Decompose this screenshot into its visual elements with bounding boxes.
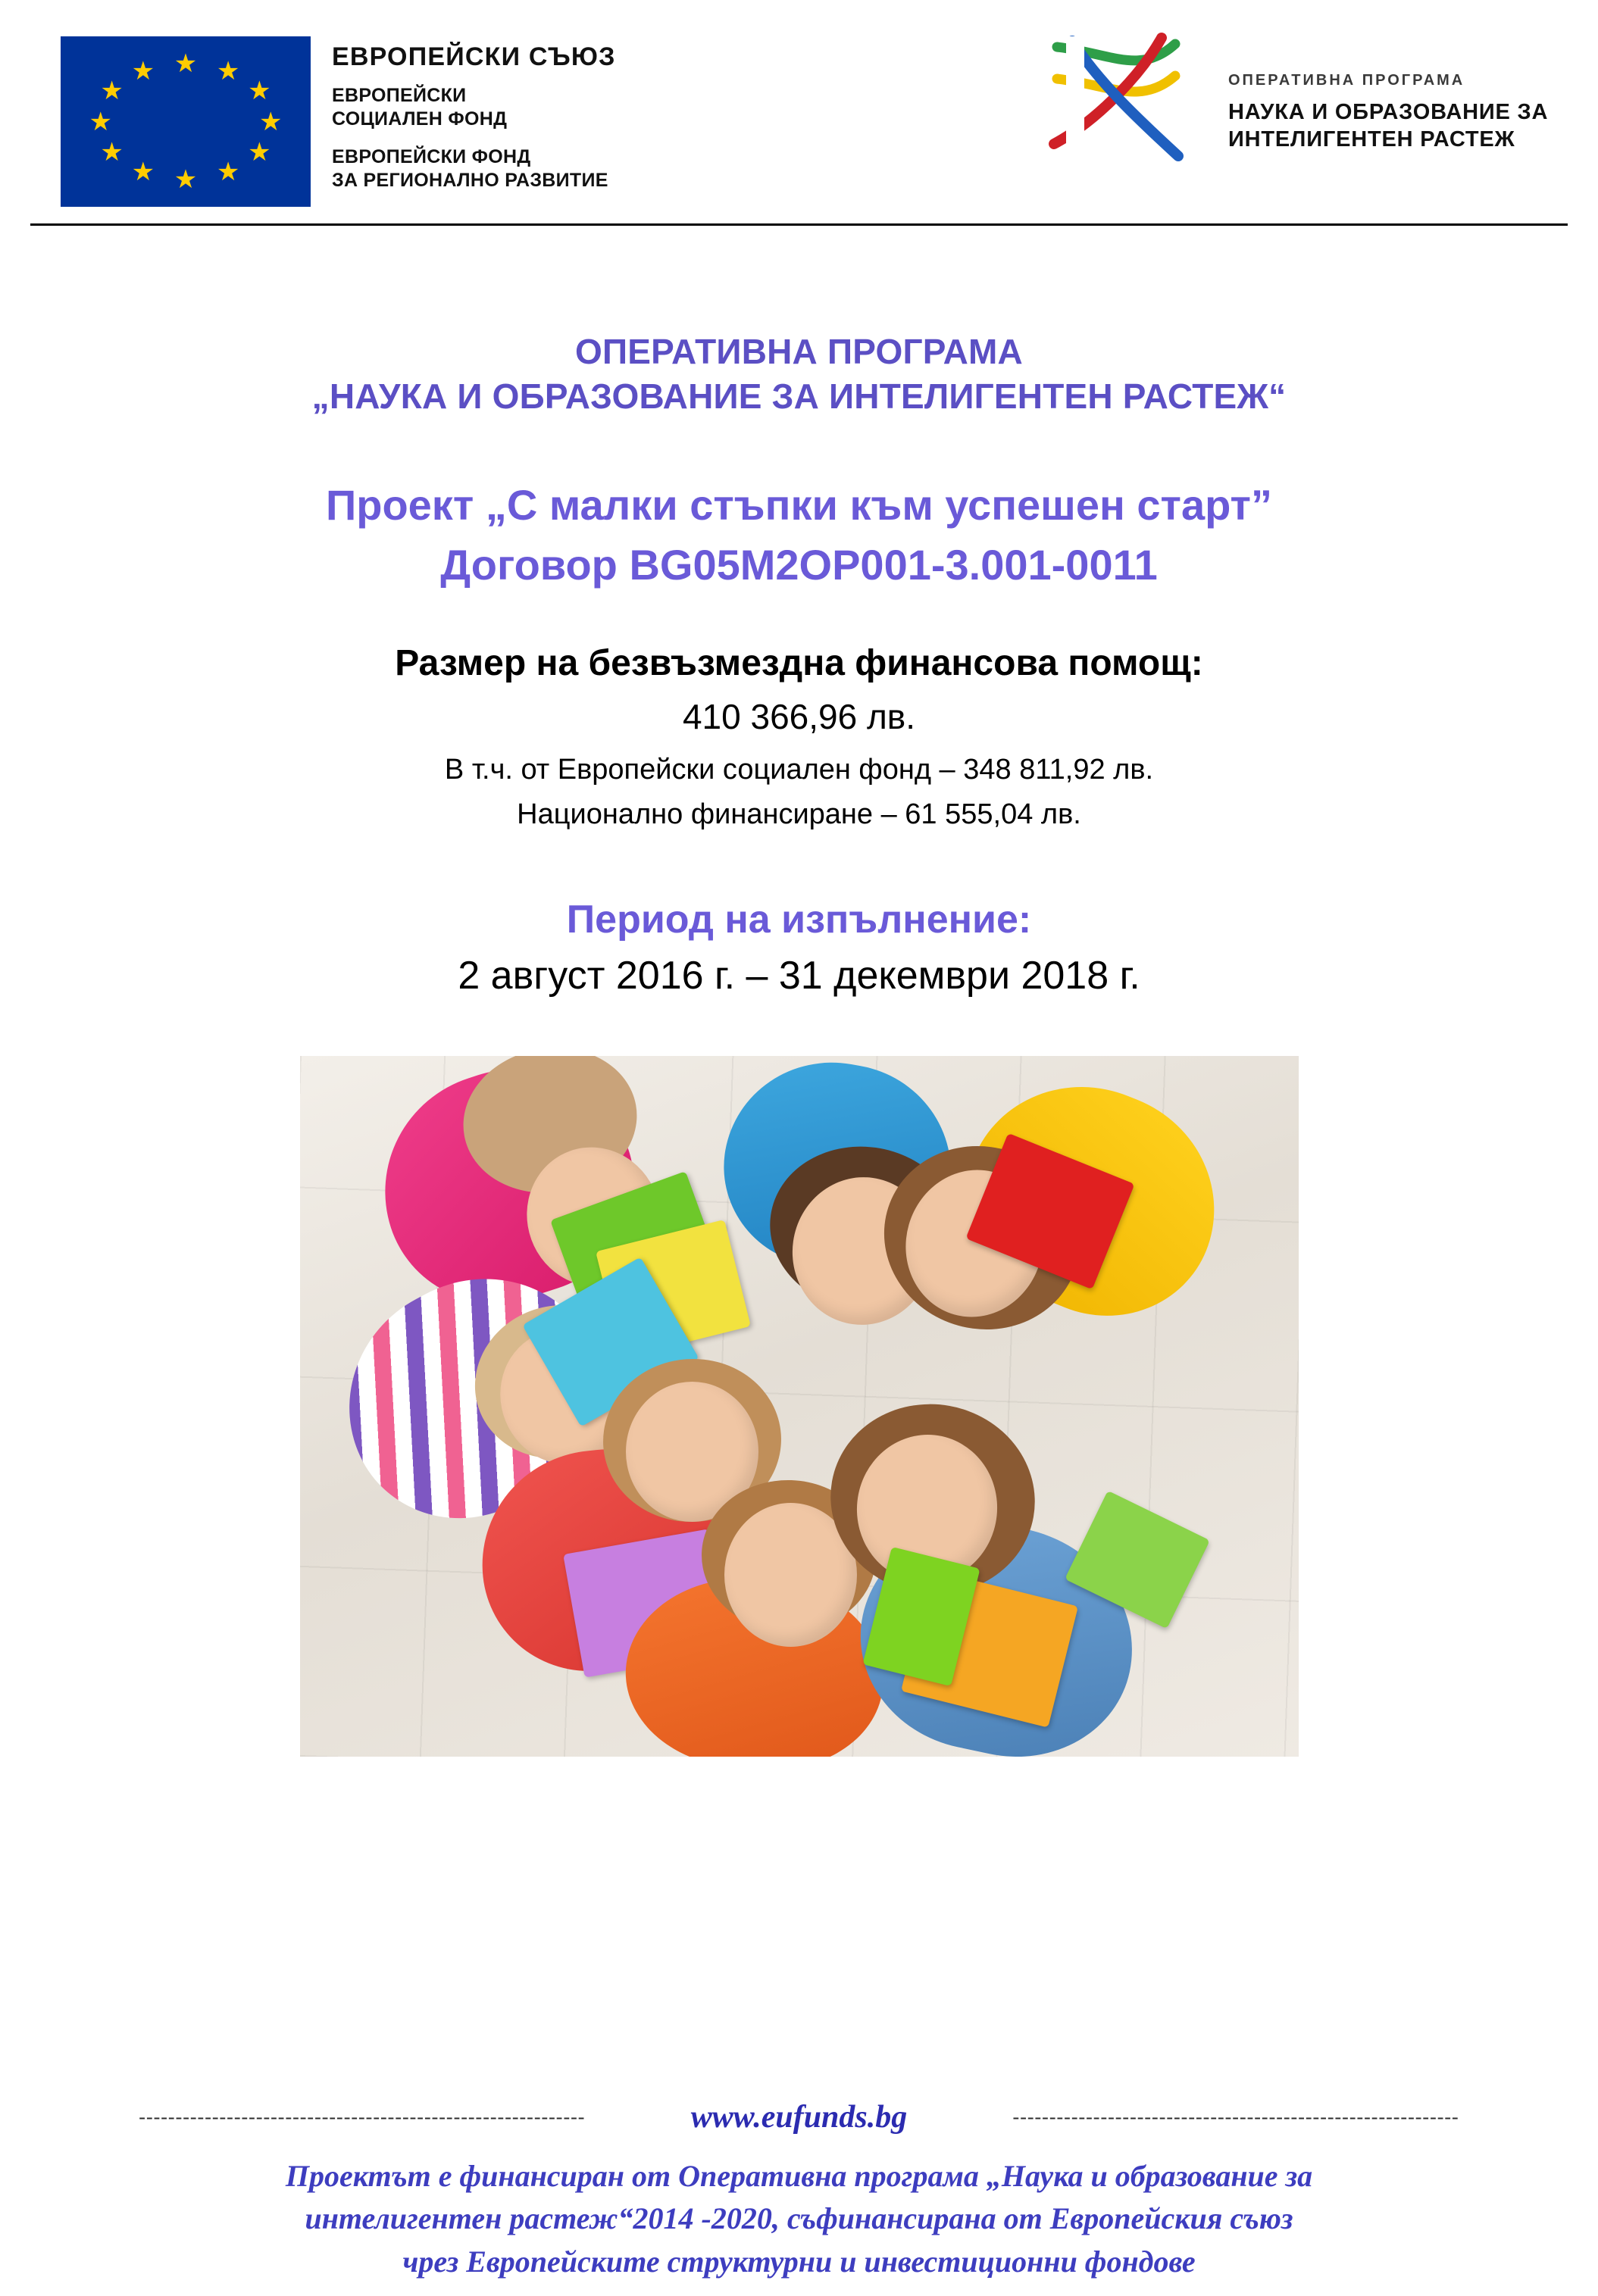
eu-fund1-line1: ЕВРОПЕЙСКИ [332,85,467,106]
header-divider [30,223,1568,226]
footer-dashes-right: ------------------------------------------------------------- [1012,2105,1459,2128]
eu-flag-icon: ★ ★ ★ ★ ★ ★ ★ ★ ★ ★ ★ ★ [61,36,311,207]
page-footer [0,2099,1598,2284]
op-science-education-logo-icon [1027,30,1209,170]
op-logo-block [1027,30,1548,170]
grant-esf-share: В т.ч. от Европейски социален фонд – 348 811,92 лв. [444,754,1154,786]
eu-fund1-line2: СОЦИАЛЕН ФОНД [332,108,508,130]
grant-label: Размер на безвъзмездна финансова помощ: [395,643,1203,684]
period-value: 2 август 2016 г. – 31 декември 2018 г. [458,953,1140,998]
period-label: Период на изпълнение: [566,897,1032,942]
op-big-title-line1: НАУКА И ОБРАЗОВАНИЕ ЗА [1228,100,1549,124]
page-header [0,0,1598,216]
footer-text-line3: чрез Европейските структурни и инвестиционни фондове [402,2244,1196,2279]
project-title-line1: Проект „С малки стъпки към успешен старт” [326,480,1272,529]
eu-text-block [332,36,616,192]
op-text-block [1228,30,1548,154]
op-small-title: ОПЕРАТИВНА ПРОГРАМА [1228,72,1465,89]
eu-emblem-block [61,36,616,207]
children-photo [300,1056,1299,1757]
page-title-line2: „НАУКА И ОБРАЗОВАНИЕ ЗА ИНТЕЛИГЕНТЕН РАСТЕЖ“ [311,376,1287,416]
grant-national-share: Национално финансиране – 61 555,04 лв. [517,798,1081,831]
op-big-title-line2: ИНТЕЛИГЕНТЕН РАСТЕЖ [1228,127,1515,152]
eufunds-link[interactable]: www.eufunds.bg [690,2099,908,2135]
eu-fund2-line1: ЕВРОПЕЙСКИ ФОНД [332,145,531,167]
footer-site-line [0,2099,1598,2135]
footer-text-line1: Проектът е финансиран от Оперативна програма „Наука и образование за [285,2158,1313,2193]
project-contract-number: Договор BG05M2OP001-3.001-0011 [440,540,1158,589]
eu-fund2-line2: ЗА РЕГИОНАЛНО РАЗВИТИЕ [332,169,608,191]
grant-amount: 410 366,96 лв. [682,697,916,737]
eu-title: ЕВРОПЕЙСКИ СЪЮЗ [332,42,616,71]
main-content [0,216,1598,1757]
footer-dashes-left: ------------------------------------------------------------- [139,2105,586,2128]
page-title-line1: ОПЕРАТИВНА ПРОГРАМА [575,332,1023,371]
footer-text-line2: интелигентен растеж“2014 -2020, съфинансирана от Европейския съюз [305,2201,1293,2236]
